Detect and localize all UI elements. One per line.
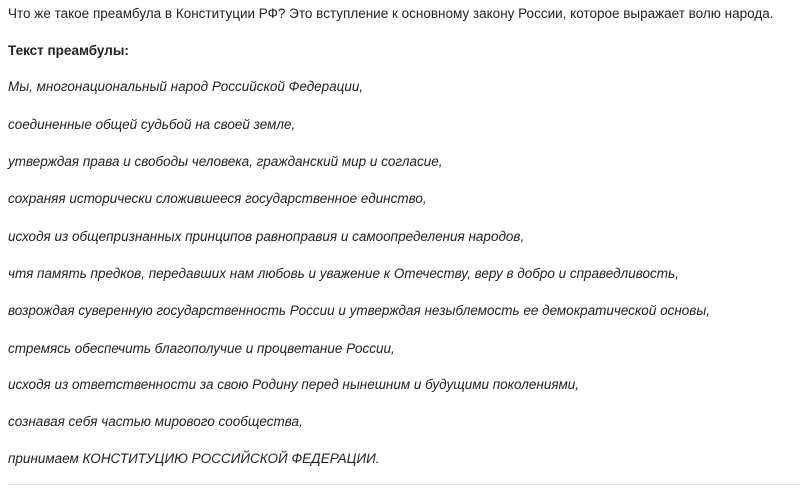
preamble-line-1: Мы, многонациональный народ Российской Федерации, [8, 79, 364, 94]
bottom-divider [8, 484, 800, 485]
preamble-line-3: утверждая права и свободы человека, гражданский мир и согласие, [8, 154, 443, 169]
preamble-line-6: чтя память предков, передавших нам любовь и уважение к Отечеству, веру в добро и справедливость, [8, 266, 679, 281]
preamble-heading: Текст преамбулы: [8, 43, 129, 58]
preamble-line-11: принимаем КОНСТИТУЦИЮ РОССИЙСКОЙ ФЕДЕРАЦИИ. [8, 451, 380, 466]
preamble-line-9: исходя из ответственности за свою Родину перед нынешним и будущими поколениями, [8, 377, 580, 392]
preamble-line-5: исходя из общепризнанных принципов равноправия и самоопределения народов, [8, 229, 525, 244]
intro-paragraph: Что же такое преамбула в Конституции РФ? Это вступление к основному закону России, которое выражает волю народа. [8, 6, 774, 21]
preamble-line-10: сознавая себя частью мирового сообщества, [8, 414, 303, 429]
preamble-line-8: стремясь обеспечить благополучие и процветание России, [8, 341, 395, 356]
preamble-line-4: сохраняя исторически сложившееся государственное единство, [8, 191, 427, 206]
preamble-line-2: соединенные общей судьбой на своей земле, [8, 117, 296, 132]
preamble-line-7: возрождая суверенную государственность России и утверждая незыблемость ее демократической основы, [8, 303, 710, 318]
